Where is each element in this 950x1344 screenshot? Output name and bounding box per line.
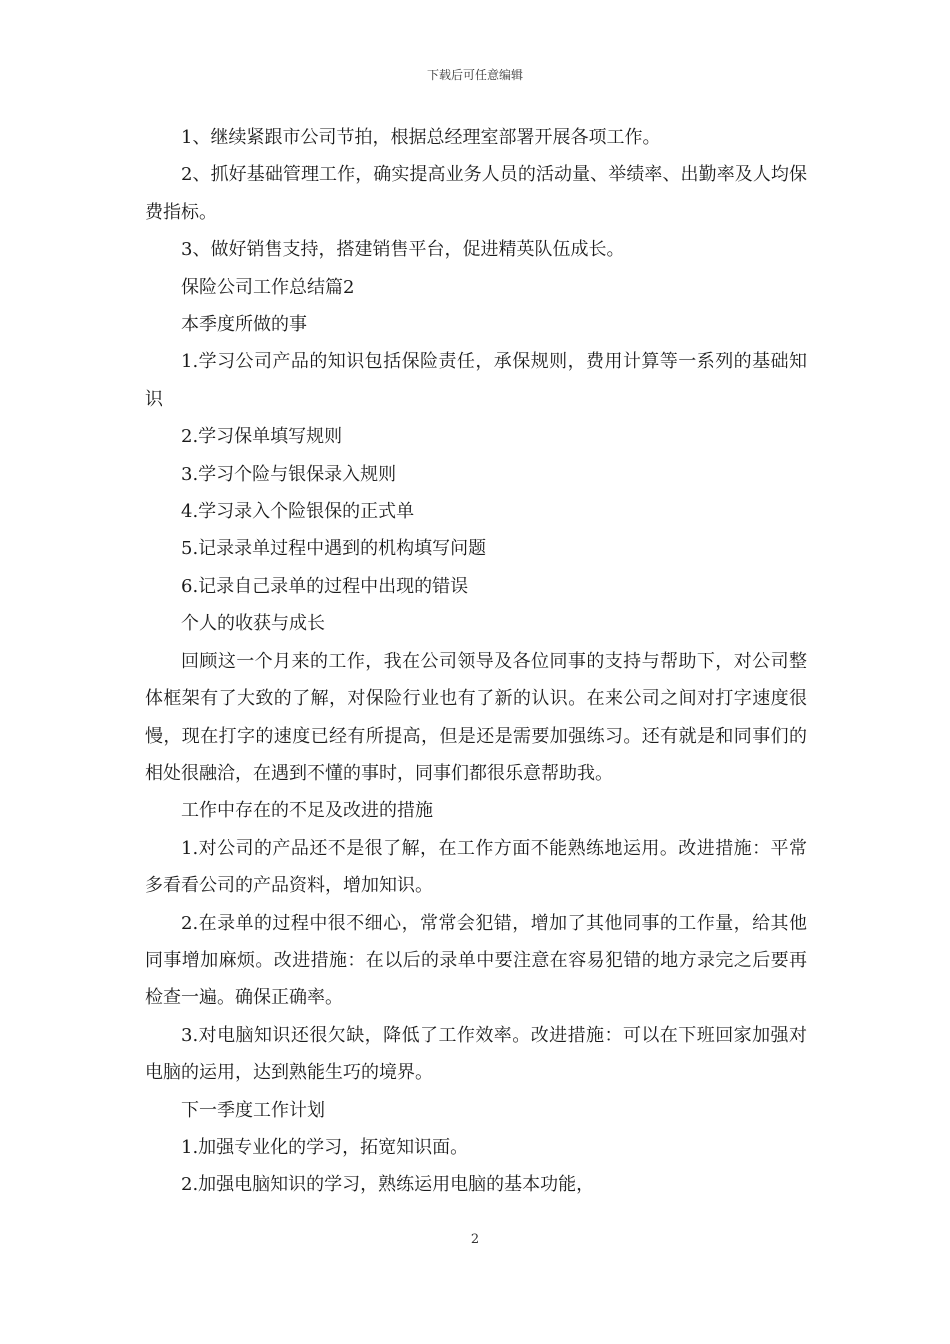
page-header-note: 下载后可任意编辑 (426, 68, 523, 82)
list-item: 3.对电脑知识还很欠缺，降低了工作效率。改进措施：可以在下班回家加强对电脑的运用，达到熟能生巧的境界。 (145, 1024, 807, 1084)
subheading-this-quarter: 本季度所做的事 (181, 314, 307, 336)
list-item: 1.加强专业化的学习，拓宽知识面。 (181, 1136, 469, 1158)
list-item: 1.对公司的产品还不是很了解，在工作方面不能熟练地运用。改进措施：平常多看看公司的产品资料，增加知识。 (145, 837, 807, 897)
list-item: 2.在录单的过程中很不细心，常常会犯错，增加了其他同事的工作量，给其他同事增加麻烦。改进措施：在以后的录单中要注意在容易犯错的地方录完之后要再检查一遍。确保正确率。 (145, 912, 807, 1009)
section-title: 保险公司工作总结篇2 (181, 276, 355, 298)
subheading-next-plan: 下一季度工作计划 (181, 1099, 325, 1121)
list-item: 6.记录自己录单的过程中出现的错误 (181, 575, 469, 597)
paragraph-2: 2、抓好基础管理工作，确实提高业务人员的活动量、举绩率、出勤率及人均保费指标。 (145, 164, 807, 223)
paragraph-review: 回顾这一个月来的工作，我在公司领导及各位同事的支持与帮助下，对公司整体框架有了大致的了解，对保险行业也有了新的认识。在来公司之间对打字速度很慢，现在打字的速度已经有所提高，但是还是需要加强练习。还有就是和同事们的相处很融洽，在遇到不懂的事时，同事们都很乐意帮助我。 (145, 650, 807, 784)
subheading-shortcomings: 工作中存在的不足及改进的措施 (181, 800, 433, 822)
paragraph-1: 1、继续紧跟市公司节拍，根据总经理室部署开展各项工作。 (181, 127, 661, 148)
document-body (145, 119, 807, 1204)
page-number: 2 (470, 1232, 480, 1247)
paragraph-3: 3、做好销售支持，搭建销售平台，促进精英队伍成长。 (181, 239, 625, 261)
subheading-growth: 个人的收获与成长 (181, 613, 325, 635)
list-item: 4.学习录入个险银保的正式单 (181, 501, 415, 523)
list-item: 2.加强电脑知识的学习，熟练运用电脑的基本功能， (181, 1174, 595, 1196)
list-item: 5.记录录单过程中遇到的机构填写问题 (181, 538, 487, 560)
list-item: 1.学习公司产品的知识包括保险责任，承保规则，费用计算等一系列的基础知识 (145, 351, 807, 410)
list-item: 2.学习保单填写规则 (181, 426, 343, 448)
list-item: 3.学习个险与银保录入规则 (181, 463, 397, 485)
